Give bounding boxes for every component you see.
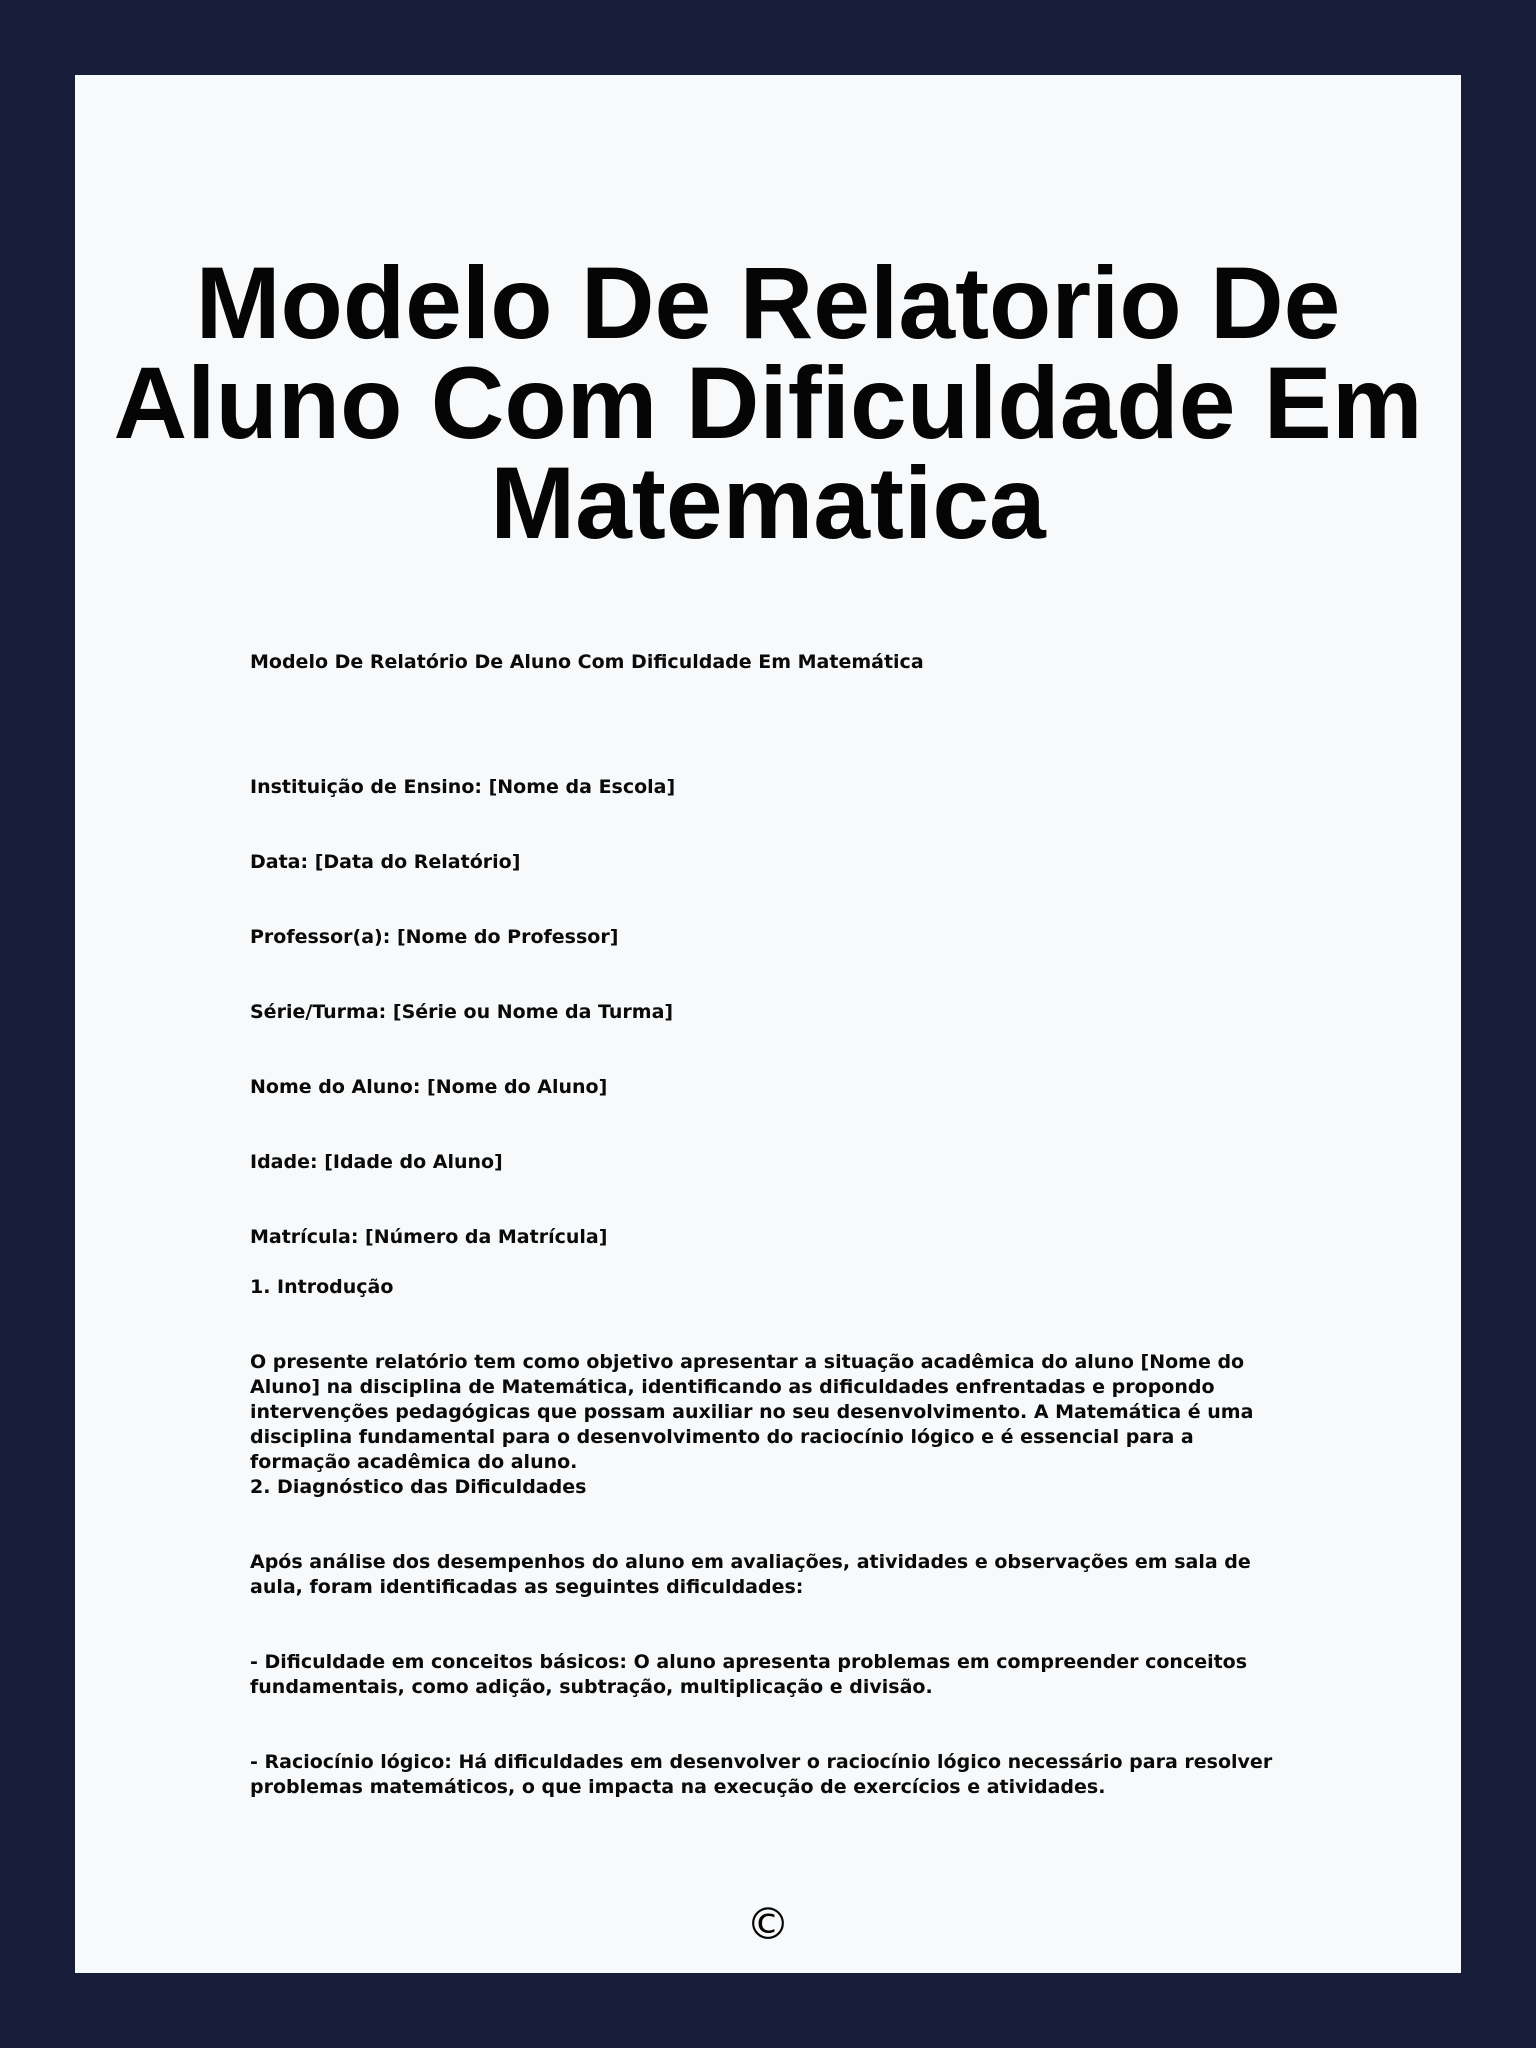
field-age: Idade: [Idade do Aluno] (250, 1151, 503, 1173)
diagnosis-paragraph: Após análise dos desempenhos do aluno em avaliações, atividades e observações em sala de aula, foram identificadas as seguintes dificuldades: (250, 1551, 1251, 1598)
field-student-name: Nome do Aluno: [Nome do Aluno] (250, 1076, 608, 1098)
field-teacher: Professor(a): [Nome do Professor] (250, 926, 619, 948)
section-heading-introduction: 1. Introdução (250, 1276, 394, 1298)
list-item-logical-reasoning: - Raciocínio lógico: Há dificuldades em desenvolver o raciocínio lógico necessário para resolver problemas matemáticos, o que impacta na execução de exercícios e atividades. (250, 1751, 1273, 1798)
field-enrollment: Matrícula: [Número da Matrícula] (250, 1226, 608, 1248)
document-page (75, 75, 1461, 1973)
copyright-icon: © (746, 1899, 790, 1950)
field-institution: Instituição de Ensino: [Nome da Escola] (250, 776, 676, 798)
field-date: Data: [Data do Relatório] (250, 851, 521, 873)
list-item-basic-concepts: - Dificuldade em conceitos básicos: O aluno apresenta problemas em compreender conceitos fundamentais, como adição, subtração, multiplicação e divisão. (250, 1651, 1248, 1698)
document-title: Modelo De Relatorio De Aluno Com Dificuldade Em Matematica (113, 246, 1423, 560)
section-heading-diagnosis: 2. Diagnóstico das Dificuldades (250, 1476, 587, 1498)
document-subtitle: Modelo De Relatório De Aluno Com Dificuldade Em Matemática (250, 651, 924, 673)
introduction-paragraph: O presente relatório tem como objetivo apresentar a situação acadêmica do aluno [Nome do Aluno] na disciplina de Matemática, identificando as dificuldades enfrentadas e propondo intervenções pedagógicas que possam auxiliar no seu desenvolvimento. A Matemática é uma disciplina fundamental para o desenvolvimento do raciocínio lógico e é essencial para a formação acadêmica do aluno. (250, 1351, 1254, 1473)
field-grade: Série/Turma: [Série ou Nome da Turma] (250, 1001, 674, 1023)
